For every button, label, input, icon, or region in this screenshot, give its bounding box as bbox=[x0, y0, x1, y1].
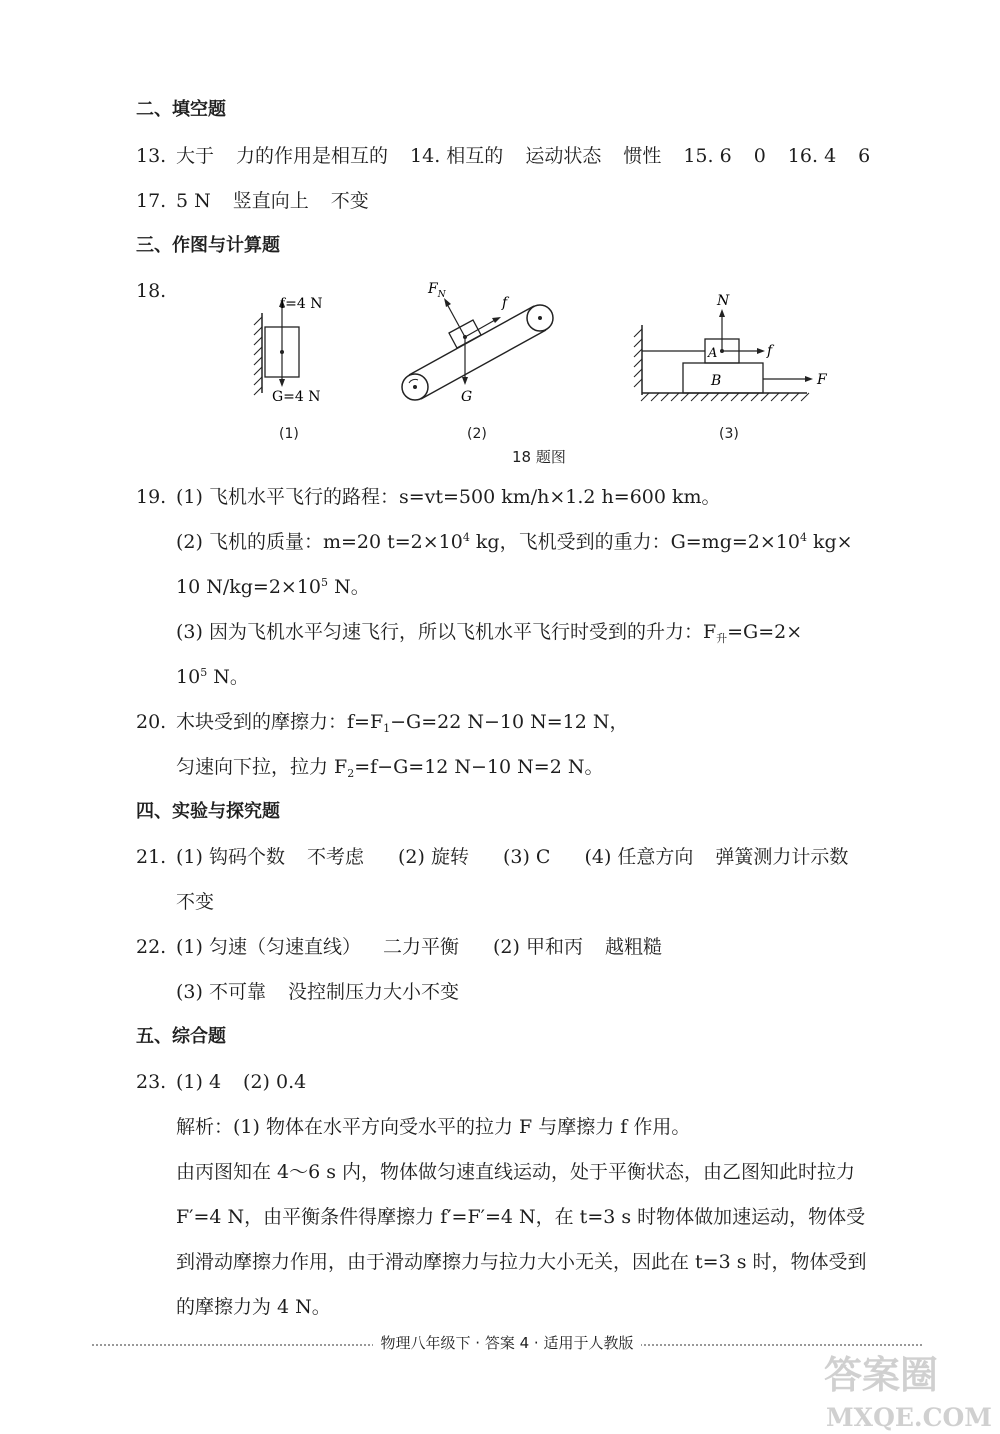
footer-text: 物理八年级下 · 答案 4 · 适用于人教版 bbox=[373, 1334, 642, 1352]
fig3-block-a-label: A bbox=[708, 346, 718, 361]
q19-line-2: (2) 飞机的质量：m=20 $t=2\times 10^4$ kg，飞机受到的重力：$G=mg=2\times 10^4$ kg× bbox=[176, 531, 853, 553]
section-heading-experiment: 四、实验与探究题 bbox=[136, 801, 280, 822]
section-heading-comprehensive: 五、综合题 bbox=[136, 1026, 226, 1047]
fig3-force-label: F bbox=[817, 372, 827, 388]
fig3-block-b-label: B bbox=[711, 373, 722, 389]
page-footer bbox=[92, 1332, 922, 1356]
q13-answer-1: 大于 bbox=[176, 145, 215, 167]
fig1-gravity-label: G=4 N bbox=[272, 389, 321, 405]
q19-line-1 bbox=[136, 482, 721, 512]
q13-answer-2: 力的作用是相互的 bbox=[236, 145, 389, 167]
q19-line-3: 10 $N/kg=2\times 10^5$ N。 bbox=[176, 576, 370, 598]
fig2-normal-label: $F_N$ bbox=[428, 281, 446, 300]
q23-line-1: 23. (1) 4 (2) 0.4 bbox=[136, 1067, 306, 1097]
q22-line-1: 22. (1) 匀速（匀速直线） 二力平衡 (2) 甲和丙 越粗糙 bbox=[136, 932, 662, 962]
q23-analysis-line-5: 的摩擦力为 4 N。 bbox=[176, 1296, 331, 1318]
q15-number: 15. bbox=[683, 145, 714, 167]
figure-18-1 bbox=[240, 285, 350, 410]
figure-18-title: 18 题图 bbox=[512, 448, 566, 466]
q19-line-5: $10^5$ N。 bbox=[176, 666, 249, 688]
q13-number: 13. bbox=[136, 145, 167, 167]
q20-line-2: 匀速向下拉，拉力 $F_2=f-G=12$ N−10 N=2 N。 bbox=[176, 756, 604, 780]
answer-line-17 bbox=[136, 186, 369, 216]
q16-answer-2: 6 bbox=[858, 145, 871, 167]
q18-number: 18. bbox=[136, 280, 167, 302]
watermark-bottom-text: MXQE.COM bbox=[826, 1403, 992, 1432]
q19-number: 19. bbox=[136, 486, 167, 508]
answer-line-13-16 bbox=[136, 141, 870, 171]
q21-line-2: 不变 bbox=[176, 891, 215, 913]
q20-number: 20. bbox=[136, 711, 167, 733]
q17-answer-1: 5 N bbox=[176, 190, 211, 212]
fig1-caption: (1) bbox=[279, 426, 299, 442]
q20-line-1: 20. 木块受到的摩擦力：$f=F_1-G=22$ N−10 N=12 N， bbox=[136, 707, 629, 737]
fig3-caption: (3) bbox=[719, 426, 739, 442]
q23-analysis-line-2: 由丙图知在 4～6 s 内，物体做匀速直线运动，处于平衡状态，由乙图知此时拉力 bbox=[176, 1161, 856, 1183]
fig2-gravity-label: G bbox=[461, 389, 473, 405]
q22-line-2: (3) 不可靠 没控制压力大小不变 bbox=[176, 981, 459, 1003]
section-heading-drawing-calc: 三、作图与计算题 bbox=[136, 235, 280, 256]
fig2-caption: (2) bbox=[467, 426, 487, 442]
q23-number: 23. bbox=[136, 1071, 167, 1093]
figure-18-3 bbox=[625, 285, 840, 410]
q23-analysis-line-1: 解析：(1) 物体在水平方向受水平的拉力 F 与摩擦力 f 作用。 bbox=[176, 1116, 691, 1138]
q16-answer-1: 4 bbox=[824, 145, 837, 167]
fig1-friction-label: f=4 N bbox=[280, 296, 323, 312]
q19-line-4: (3) 因为飞机水平匀速飞行，所以飞机水平飞行时受到的升力：$F_升=G=2\times$ bbox=[176, 621, 803, 645]
q14-number: 14. bbox=[410, 145, 441, 167]
q14-answer-1: 相互的 bbox=[446, 145, 504, 167]
figure-18-2 bbox=[395, 275, 570, 410]
watermark-logo bbox=[820, 1338, 1000, 1434]
q17-number: 17. bbox=[136, 190, 167, 212]
q19-part-1: (1) 飞机水平飞行的路程：s=vt=500 km/h×1.2 h=600 km。 bbox=[176, 486, 721, 508]
q21-line-1: 21. (1) 钩码个数 不考虑 (2) 旋转 (3) C (4) 任意方向 弹簧测力计示数 bbox=[136, 842, 848, 872]
q15-answer-2: 0 bbox=[753, 145, 766, 167]
section-heading-fill-in: 二、填空题 bbox=[136, 99, 226, 120]
q23-analysis-line-3: F′=4 N，由平衡条件得摩擦力 f′=F′=4 N，在 t=3 s 时物体做加速运动，物体受 bbox=[176, 1206, 866, 1228]
fig3-friction-label: f bbox=[767, 343, 773, 359]
fig3-normal-label: N bbox=[717, 293, 730, 309]
q17-answer-3: 不变 bbox=[330, 190, 369, 212]
watermark-top-text: 答案圈 bbox=[824, 1352, 939, 1397]
q14-answer-3: 惯性 bbox=[623, 145, 662, 167]
fig2-friction-label: f bbox=[502, 295, 508, 311]
q15-answer-1: 6 bbox=[719, 145, 732, 167]
q21-number: 21. bbox=[136, 846, 167, 868]
q14-answer-2: 运动状态 bbox=[525, 145, 602, 167]
q17-answer-2: 竖直向上 bbox=[232, 190, 309, 212]
q22-number: 22. bbox=[136, 936, 167, 958]
q23-analysis-line-4: 到滑动摩擦力作用，由于滑动摩擦力与拉力大小无关，因此在 t=3 s 时，物体受到 bbox=[176, 1251, 867, 1273]
q16-number: 16. bbox=[787, 145, 819, 167]
